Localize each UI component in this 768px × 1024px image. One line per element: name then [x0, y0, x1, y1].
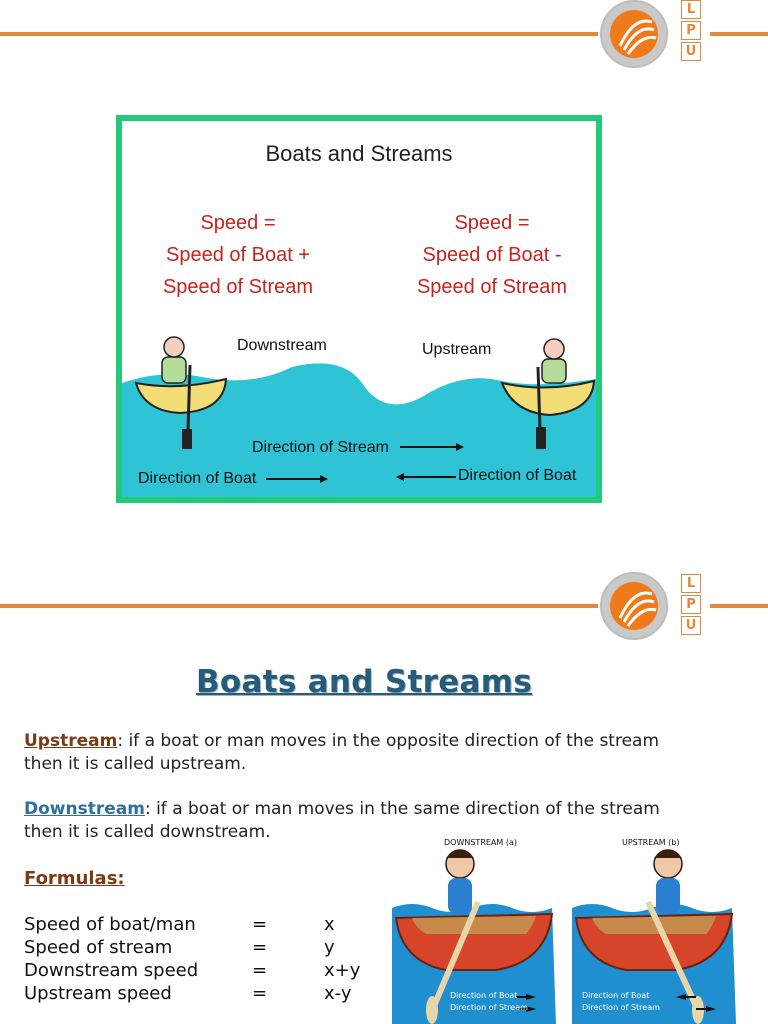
header-rule [0, 32, 598, 36]
formula-value: x-y [324, 983, 352, 1004]
upstream-definition [24, 730, 684, 776]
note-line: Direction of Boat [582, 991, 650, 1000]
university-logo-icon [600, 572, 668, 640]
formula-row [24, 937, 404, 960]
formula-line: Speed of Boat + [165, 244, 310, 266]
formula-label: Upstream speed [24, 983, 172, 1004]
downstream-term: Downstream [24, 799, 145, 819]
header-rule-right [710, 32, 768, 36]
header-rule [0, 604, 598, 608]
logo-letter-u: U [681, 616, 701, 635]
logo-letter-l: L [681, 574, 701, 593]
formulas-heading: Formulas: [24, 868, 125, 889]
formula-row [24, 960, 404, 983]
formula-equals: = [252, 937, 268, 958]
direction-of-boat-left-label: Direction of Boat [138, 470, 257, 487]
upstream-term: Upstream [24, 731, 118, 751]
formula-row [24, 983, 404, 1006]
formula-line: Speed of Stream [416, 276, 568, 298]
figure-caption-a: DOWNSTREAM (a) [444, 838, 517, 847]
formula-line: Speed of Stream [162, 276, 314, 298]
header-rule-right [710, 604, 768, 608]
slide-2 [0, 560, 768, 1024]
panel-title: Boats and Streams [265, 141, 453, 166]
downstream-def-text: : if a boat or man moves in the same direction of the stream then it is called downstream. [24, 799, 660, 842]
upstream-def-text: : if a boat or man moves in the opposite direction of the stream then it is called upstream. [24, 731, 660, 774]
lpu-letters [681, 0, 701, 63]
direction-of-stream-label: Direction of Stream [252, 439, 389, 456]
rowing-boats-illustration [386, 830, 746, 1024]
formula-line: Speed = [454, 212, 530, 234]
formula-value: x+y [324, 960, 361, 981]
formula-label: Downstream speed [24, 960, 199, 981]
logo-letter-u: U [681, 42, 701, 61]
lpu-letters [681, 574, 701, 637]
formula-equals: = [252, 983, 268, 1004]
upstream-label: Upstream [422, 341, 492, 358]
note-line: Direction of Boat [450, 991, 518, 1000]
direction-of-boat-right-label: Direction of Boat [458, 467, 577, 484]
boats-streams-panel [116, 115, 602, 503]
university-logo-icon [600, 0, 668, 68]
logo-letter-p: P [681, 595, 701, 614]
note-line: Direction of Stream [450, 1003, 528, 1012]
figure-caption-b: UPSTREAM (b) [622, 838, 680, 847]
formula-label: Speed of boat/man [24, 914, 196, 935]
formula-value: x [324, 914, 335, 935]
logo-letter-l: L [681, 0, 701, 19]
formula-label: Speed of stream [24, 937, 173, 958]
figure-note-a [450, 990, 528, 1014]
formula-line: Speed of Boat - [422, 244, 562, 266]
figure-note-b [582, 990, 660, 1014]
downstream-upstream-figure [386, 830, 746, 1024]
formula-row [24, 914, 404, 937]
formula-line: Speed = [200, 212, 276, 234]
page-title: Boats and Streams [196, 664, 533, 700]
formula-equals: = [252, 914, 268, 935]
formula-value: y [324, 937, 335, 958]
logo-letter-p: P [681, 21, 701, 40]
downstream-label: Downstream [237, 337, 327, 354]
formula-equals: = [252, 960, 268, 981]
note-line: Direction of Stream [582, 1003, 660, 1012]
